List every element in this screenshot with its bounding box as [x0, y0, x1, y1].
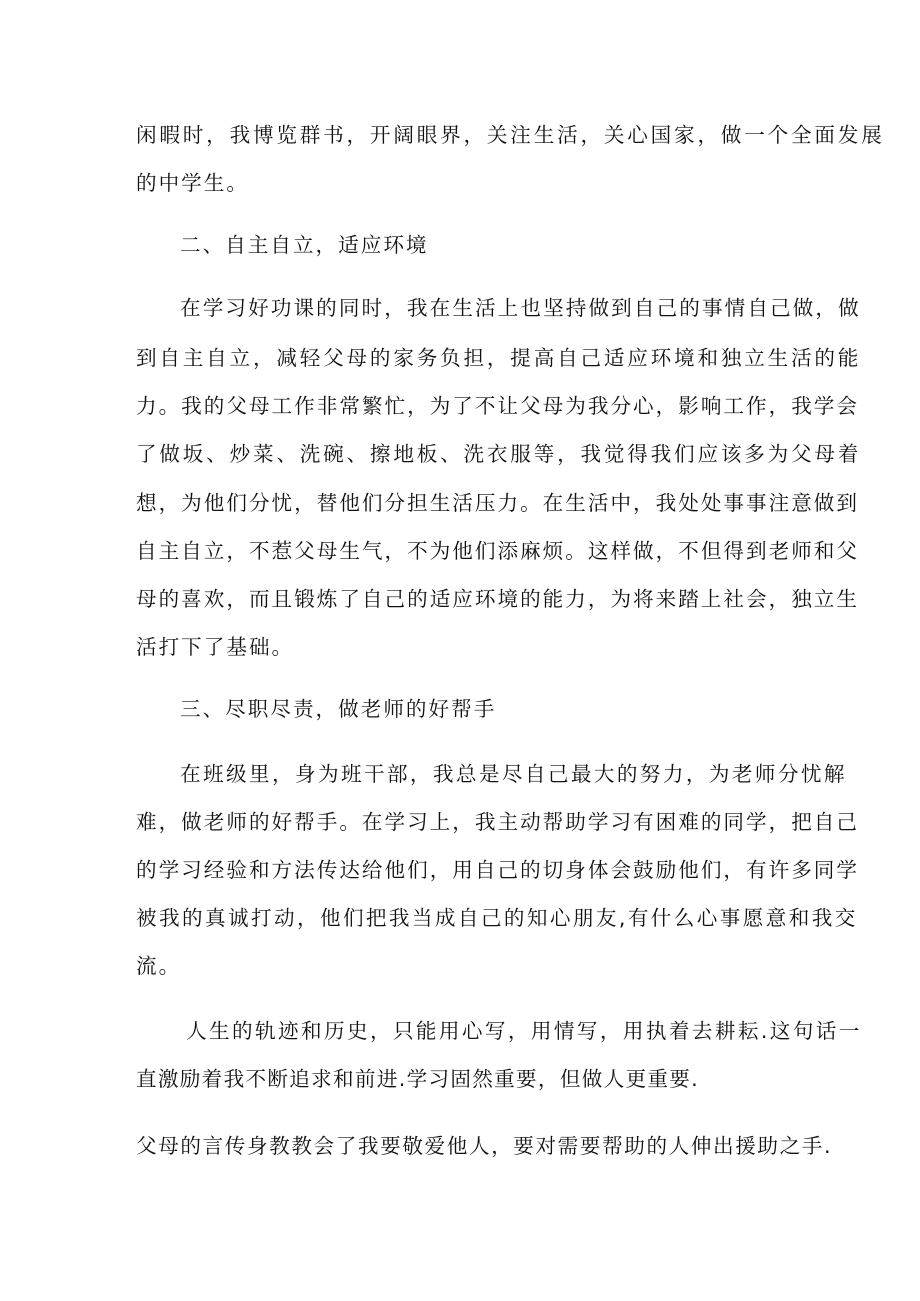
text-line: 到自主自立，减轻父母的家务负担，提高自己适应环境和独立生活的能 — [136, 346, 862, 370]
text-line: 被我的真诚打动，他们把我当成自己的知心朋友,有什么心事愿意和我交 — [136, 906, 858, 930]
text-line: 力。我的父母工作非常繁忙，为了不让父母为我分心，影响工作，我学会 — [136, 394, 859, 418]
text-line: 了做坂、炒菜、洗碗、擦地板、洗衣服等，我觉得我们应该多为父母着 — [136, 442, 862, 466]
text-line: 直激励着我不断追求和前进.学习固然重要，但做人更重要. — [136, 1067, 700, 1091]
text-line: 父母的言传身教教会了我要敬爱他人，要对需要帮助的人伸出援助之手. — [136, 1134, 833, 1158]
text-line: 在班级里，身为班干部，我总是尽自己最大的努力，为老师分忧解 — [180, 762, 847, 786]
text-line: 的学习经验和方法传达给他们，用自己的切身体会鼓励他们，有许多同学 — [136, 858, 859, 882]
section-heading: 三、尽职尽责，做老师的好帮手 — [180, 697, 497, 721]
text-line: 在学习好功课的同时，我在生活上也坚持做到自己的事情自己做，做 — [180, 296, 861, 320]
text-line: 活打下了基础。 — [136, 635, 295, 659]
text-line: 流。 — [136, 954, 182, 978]
text-line: 母的喜欢，而且锻炼了自己的适应环境的能力，为将来踏上社会，独立生 — [136, 587, 859, 611]
text-line: 人生的轨迹和历史，只能用心写，用情写，用执着去耕耘.这句话一 — [186, 1019, 862, 1043]
text-line: 的中学生。 — [136, 171, 249, 195]
text-line: 闲暇时，我博览群书，开阔眼界，关注生活，关心国家，做一个全面发展 — [136, 123, 885, 147]
text-line: 想，为他们分忧，替他们分担生活压力。在生活中，我处处事事注意做到 — [136, 491, 859, 515]
text-line: 难，做老师的好帮手。在学习上，我主动帮助学习有困难的同学，把自己 — [136, 810, 859, 834]
section-heading: 二、自主自立，适应环境 — [180, 233, 429, 257]
text-line: 自主自立，不惹父母生气，不为他们添麻烦。这样做，不但得到老师和父 — [136, 539, 859, 563]
